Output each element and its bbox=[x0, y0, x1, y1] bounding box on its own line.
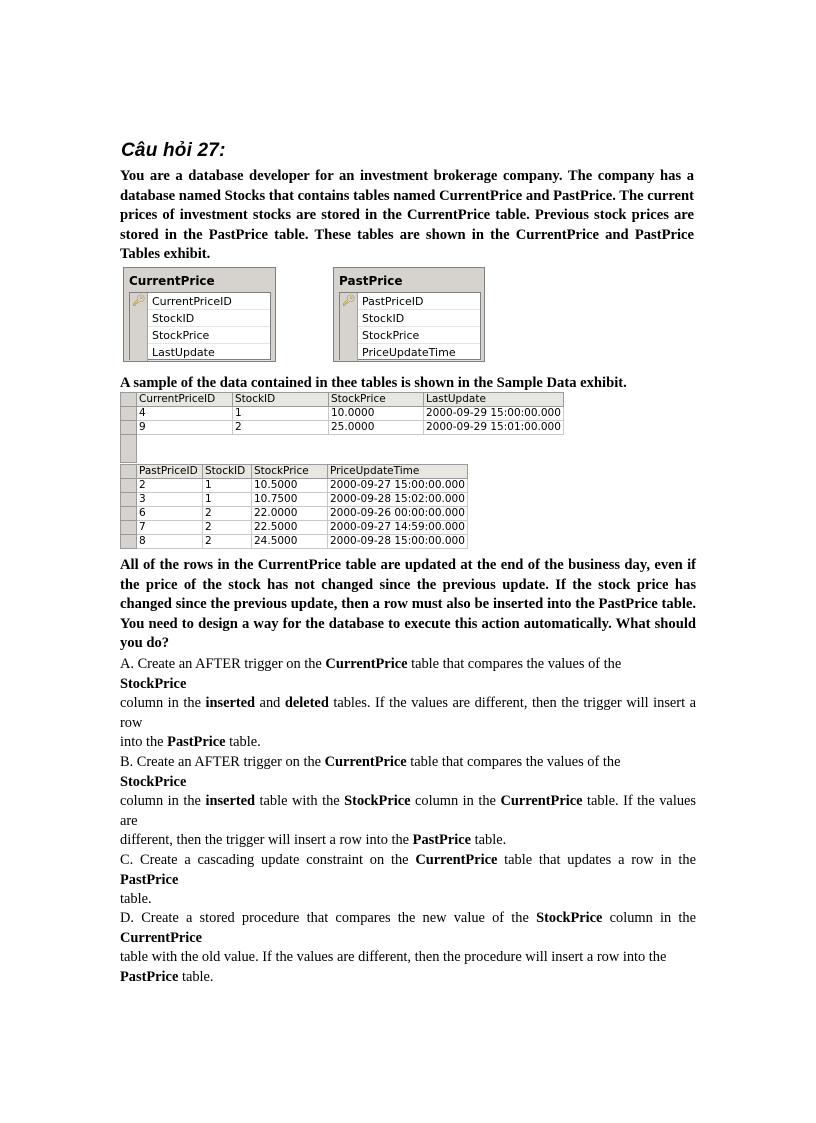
table-cell: 10.0000 bbox=[329, 407, 424, 421]
table-cell: 2 bbox=[203, 535, 252, 549]
table-cell: 24.5000 bbox=[252, 535, 328, 549]
table-cell: 8 bbox=[137, 535, 203, 549]
table-row bbox=[121, 507, 468, 521]
question-title: Câu hỏi 27: bbox=[121, 140, 226, 161]
table-cell: 2000-09-26 00:00:00.000 bbox=[328, 507, 468, 521]
current-price-schema bbox=[123, 267, 276, 362]
table-cell: 2000-09-28 15:00:00.000 bbox=[328, 535, 468, 549]
schema-field: PriceUpdateTime bbox=[362, 346, 456, 359]
table-cell: 25.0000 bbox=[329, 421, 424, 435]
schema-title: CurrentPrice bbox=[129, 274, 215, 288]
question-paragraph: All of the rows in the CurrentPrice table are updated at the end of the business day, even if the price of the stock has not changed since the previous update. If the stock price has changed since the previous update, then a row must also be inserted into the PastPrice table. You need to design a way for the database to execute this action automatically. What should you do? bbox=[120, 557, 696, 652]
table-cell: 10.7500 bbox=[252, 493, 328, 507]
column-header: StockID bbox=[203, 465, 252, 479]
table-cell: 2000-09-29 15:00:00.000 bbox=[424, 407, 564, 421]
column-header: PastPriceID bbox=[137, 465, 203, 479]
table-cell: 2 bbox=[137, 479, 203, 493]
key-icon: 🔑︎ bbox=[130, 293, 148, 310]
table-row bbox=[121, 521, 468, 535]
option-b: B. Create an AFTER trigger on the CurrentPrice table that compares the values of the StockPrice column in the inserted table with the StockPrice column in the CurrentPrice table. If the values are different, then the trigger will insert a row into the PastPrice table. bbox=[120, 754, 696, 849]
table-cell: 1 bbox=[233, 407, 329, 421]
column-header: CurrentPriceID bbox=[137, 393, 233, 407]
table-cell: 22.0000 bbox=[252, 507, 328, 521]
option-c: C. Create a cascading update constraint on the CurrentPrice table that updates a row in the PastPrice table. bbox=[120, 852, 696, 908]
table-row bbox=[121, 535, 468, 549]
table-cell: 3 bbox=[137, 493, 203, 507]
schema-field: PastPriceID bbox=[362, 295, 424, 308]
table-cell: 4 bbox=[137, 407, 233, 421]
table-cell: 2 bbox=[203, 507, 252, 521]
table-cell: 6 bbox=[137, 507, 203, 521]
current-price-grid bbox=[120, 392, 564, 463]
table-cell: 2 bbox=[233, 421, 329, 435]
column-header: LastUpdate bbox=[424, 393, 564, 407]
past-price-schema bbox=[333, 267, 485, 362]
table-cell: 10.5000 bbox=[252, 479, 328, 493]
column-header: StockPrice bbox=[329, 393, 424, 407]
table-cell: 2 bbox=[203, 521, 252, 535]
table-row bbox=[121, 407, 564, 421]
schema-field: StockID bbox=[362, 312, 405, 325]
table-row bbox=[121, 421, 564, 435]
column-header: PriceUpdateTime bbox=[328, 465, 468, 479]
table-row bbox=[121, 493, 468, 507]
table-cell: 2000-09-27 14:59:00.000 bbox=[328, 521, 468, 535]
table-cell: 22.5000 bbox=[252, 521, 328, 535]
schema-field: StockID bbox=[152, 312, 195, 325]
table-cell: 2000-09-29 15:01:00.000 bbox=[424, 421, 564, 435]
schema-field: CurrentPriceID bbox=[152, 295, 232, 308]
schema-field: StockPrice bbox=[152, 329, 210, 342]
table-cell: 2000-09-28 15:02:00.000 bbox=[328, 493, 468, 507]
option-a: A. Create an AFTER trigger on the CurrentPrice table that compares the values of the StockPrice column in the inserted and deleted tables. If the values are different, then the trigger will insert a row into the PastPrice table. bbox=[120, 656, 696, 751]
table-cell: 7 bbox=[137, 521, 203, 535]
schema-title: PastPrice bbox=[339, 274, 403, 288]
sample-caption: A sample of the data contained in thee tables is shown in the Sample Data exhibit. bbox=[120, 375, 627, 391]
key-icon: 🔑︎ bbox=[340, 293, 358, 310]
past-price-grid bbox=[120, 464, 468, 549]
table-row bbox=[121, 479, 468, 493]
schema-field: LastUpdate bbox=[152, 346, 215, 359]
column-header: StockPrice bbox=[252, 465, 328, 479]
intro-paragraph: You are a database developer for an investment brokerage company. The company has a database named Stocks that contains tables named CurrentPrice and PastPrice. The current prices of investment stocks are stored in the CurrentPrice table. Previous stock prices are stored in the PastPrice table. These tables are shown in the CurrentPrice and PastPrice Tables exhibit. bbox=[120, 168, 694, 263]
table-cell: 2000-09-27 15:00:00.000 bbox=[328, 479, 468, 493]
schema-field: StockPrice bbox=[362, 329, 420, 342]
table-cell: 1 bbox=[203, 493, 252, 507]
column-header: StockID bbox=[233, 393, 329, 407]
option-d: D. Create a stored procedure that compares the new value of the StockPrice column in the CurrentPrice table with the old value. If the values are different, then the procedure will insert a row into the PastPrice table. bbox=[120, 910, 696, 985]
table-cell: 1 bbox=[203, 479, 252, 493]
table-cell: 9 bbox=[137, 421, 233, 435]
